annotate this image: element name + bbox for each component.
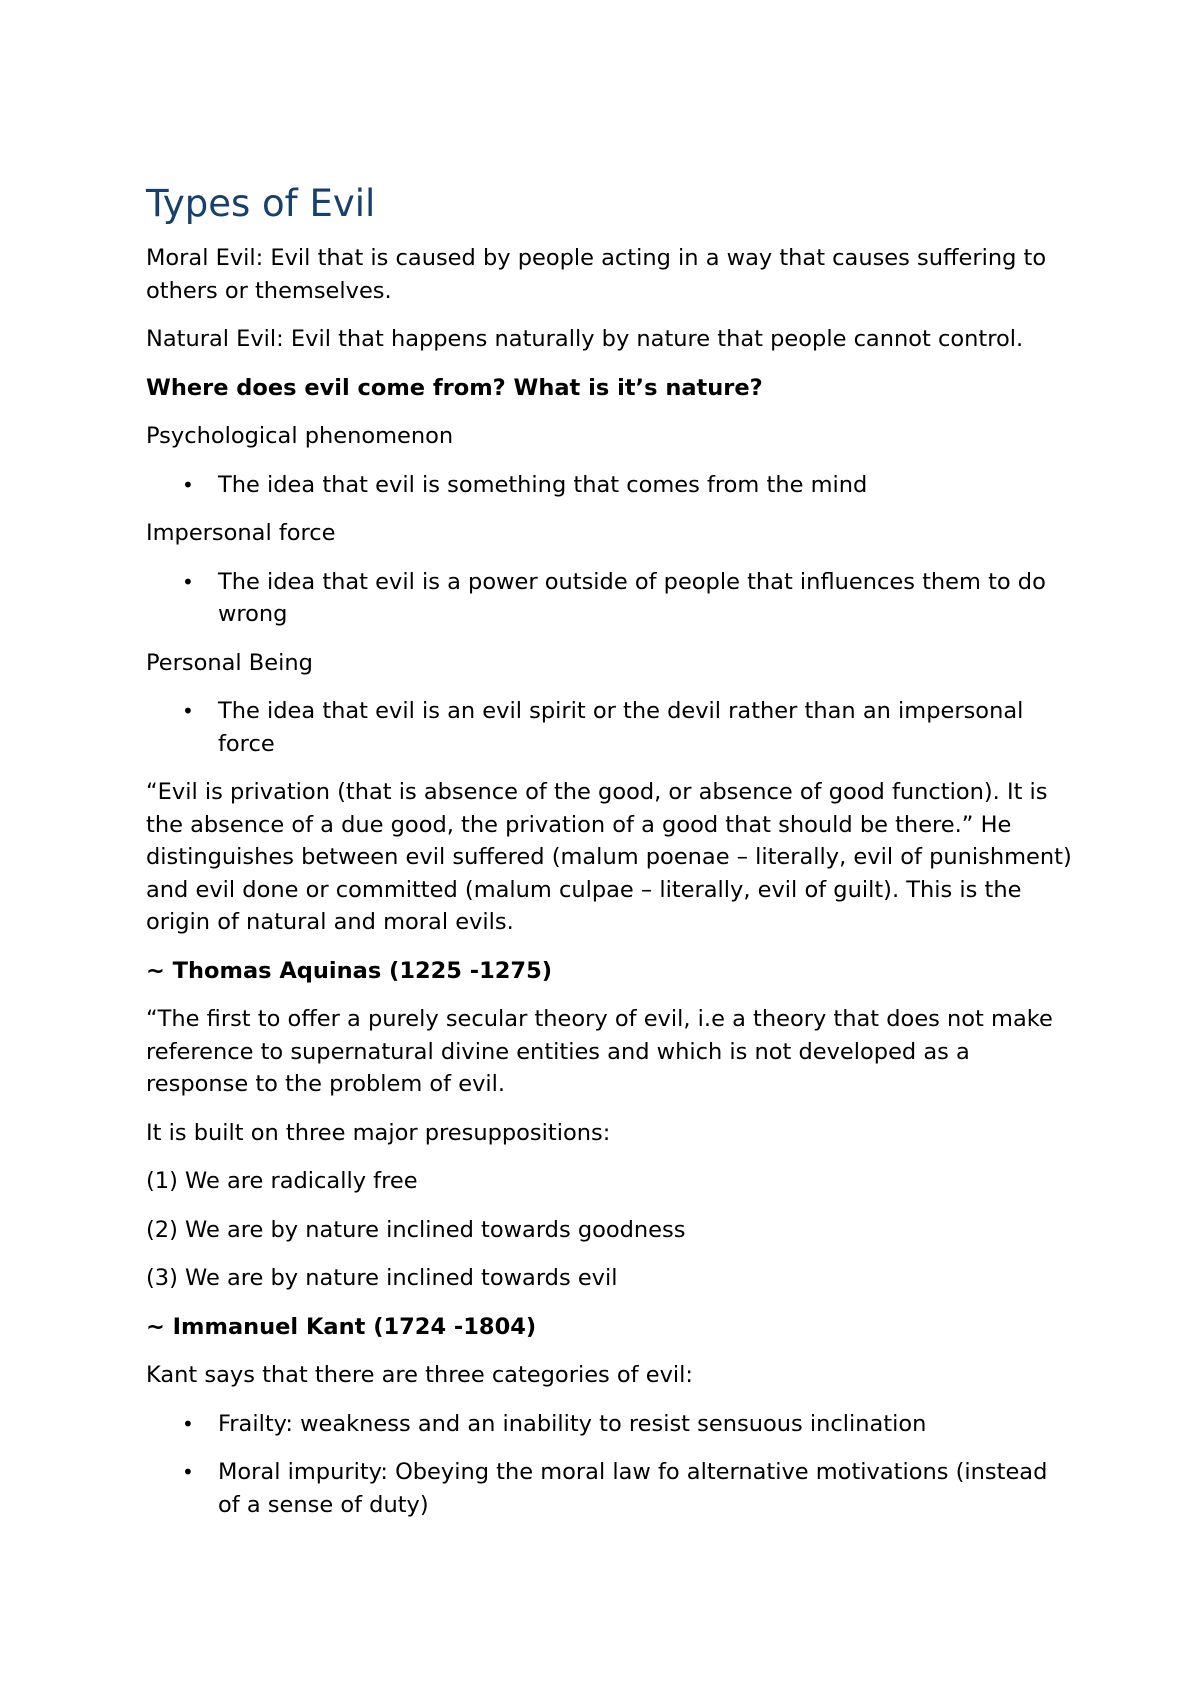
bullet-icon: • [182, 699, 194, 723]
kant-quote: “The first to offer a purely secular theory of evil, i.e a theory that does not make reference to supernatural divine entities and which is not developed as a response to the problem of evil. [146, 1006, 1053, 1097]
categories-list [146, 1408, 1076, 1522]
list-item [146, 695, 1076, 760]
psychological-heading: Psychological phenomenon [146, 423, 454, 449]
kant-attribution: ~ Immanuel Kant (1724 -1804) [146, 1313, 537, 1340]
list-item-text: Frailty: weakness and an inability to resist sensuous inclination [218, 1410, 927, 1437]
list-item-text: The idea that evil is something that comes from the mind [218, 471, 868, 498]
personal-heading: Personal Being [146, 649, 313, 676]
aquinas-attribution: ~ Thomas Aquinas (1225 -1275) [146, 957, 553, 984]
list-item [146, 1408, 1076, 1441]
list-item-text: The idea that evil is a power outside of people that influences them to do wrong [218, 568, 1046, 627]
moral-evil-definition: Moral Evil: Evil that is caused by people acting in a way that causes suffering to others or themselves. [146, 245, 1047, 304]
aquinas-quote: “Evil is privation (that is absence of the good, or absence of good function). It is the absence of a due good, the privation of a good that should be there.” He distinguishes between evil suffered (malum poenae – literally, evil of punishment) and evil done or committed (malum culpae – literally, evil of guilt). This is the origin of natural and moral evils. [146, 779, 1072, 935]
list-item-text: Moral impurity: Obeying the moral law fo alternative motivations (instead of a sense of duty) [218, 1459, 1048, 1518]
presupposition-1: (1) We are radically free [146, 1168, 418, 1194]
psychological-list [146, 469, 1076, 502]
presuppositions-intro: It is built on three major presuppositions: [146, 1119, 611, 1146]
bullet-icon: • [182, 1411, 194, 1436]
bullet-icon: • [182, 1460, 194, 1484]
personal-list [146, 695, 1076, 760]
document-page [146, 180, 1076, 1537]
list-item [146, 469, 1076, 502]
impersonal-list [146, 566, 1076, 631]
presupposition-2: (2) We are by nature inclined towards goodness [146, 1216, 686, 1243]
presupposition-3: (3) We are by nature inclined towards evil [146, 1265, 618, 1291]
list-item [146, 566, 1076, 631]
categories-intro: Kant says that there are three categories of evil: [146, 1362, 693, 1388]
natural-evil-definition: Natural Evil: Evil that happens naturally by nature that people cannot control. [146, 326, 1024, 352]
impersonal-heading: Impersonal force [146, 520, 336, 546]
bullet-icon: • [182, 569, 194, 594]
list-item-text: The idea that evil is an evil spirit or the devil rather than an impersonal force [218, 698, 1024, 757]
list-item [146, 1456, 1076, 1521]
bullet-icon: • [182, 472, 194, 497]
document-title: Types of Evil [146, 182, 376, 225]
question-heading: Where does evil come from? What is it’s nature? [146, 374, 763, 401]
